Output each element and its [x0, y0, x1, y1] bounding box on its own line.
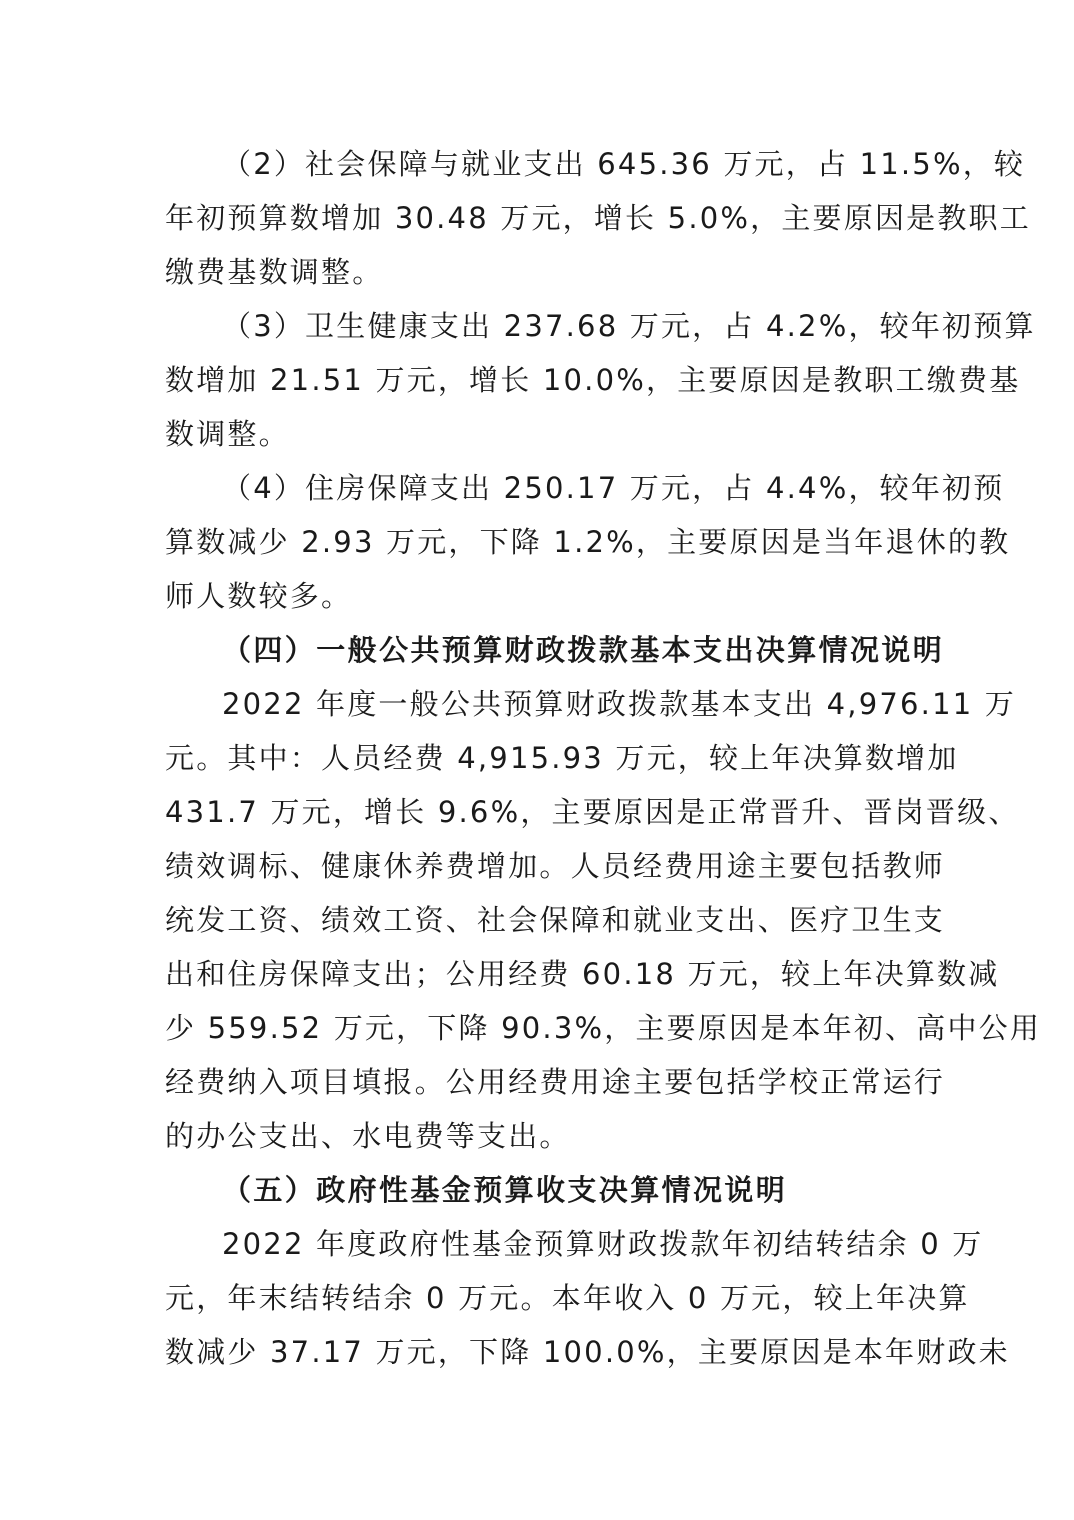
- paragraph-line: 年初预算数增加 30.48 万元，增长 5.0%，主要原因是教职工: [165, 201, 1031, 235]
- paragraph-line: （4）住房保障支出 250.17 万元，占 4.4%，较年初预: [222, 471, 1005, 505]
- paragraph-line: 的办公支出、水电费等支出。: [165, 1119, 571, 1153]
- paragraph-line: 数调整。: [165, 417, 290, 451]
- paragraph-line: 元。其中：人员经费 4,915.93 万元，较上年决算数增加: [165, 741, 959, 775]
- paragraph-line: 算数减少 2.93 万元，下降 1.2%，主要原因是当年退休的教: [165, 525, 1011, 559]
- paragraph-line: 统发工资、绩效工资、社会保障和就业支出、医疗卫生支: [165, 903, 946, 937]
- paragraph-line: （3）卫生健康支出 237.68 万元，占 4.2%，较年初预算: [222, 309, 1036, 343]
- paragraph-line: 数减少 37.17 万元，下降 100.0%，主要原因是本年财政未: [165, 1335, 1010, 1369]
- section-heading: （四）一般公共预算财政拨款基本支出决算情况说明: [222, 633, 945, 667]
- paragraph-line: 绩效调标、健康休养费增加。人员经费用途主要包括教师: [165, 849, 946, 883]
- paragraph-line: 缴费基数调整。: [165, 255, 384, 289]
- paragraph-line: 数增加 21.51 万元，增长 10.0%，主要原因是教职工缴费基: [165, 363, 1021, 397]
- paragraph-line: 2022 年度政府性基金预算财政拨款年初结转结余 0 万: [222, 1227, 984, 1261]
- paragraph-line: 师人数较多。: [165, 579, 353, 613]
- paragraph-line: 经费纳入项目填报。公用经费用途主要包括学校正常运行: [165, 1065, 946, 1099]
- paragraph-line: 431.7 万元，增长 9.6%，主要原因是正常晋升、晋岗晋级、: [165, 795, 1020, 829]
- section-heading: （五）政府性基金预算收支决算情况说明: [222, 1173, 788, 1207]
- paragraph-line: 2022 年度一般公共预算财政拨款基本支出 4,976.11 万: [222, 687, 1016, 721]
- paragraph-line: 出和住房保障支出；公用经费 60.18 万元，较上年决算数减: [165, 957, 1000, 991]
- paragraph-line: 元，年末结转结余 0 万元。本年收入 0 万元，较上年决算: [165, 1281, 970, 1315]
- paragraph-line: 少 559.52 万元，下降 90.3%，主要原因是本年初、高中公用: [165, 1011, 1042, 1045]
- paragraph-line: （2）社会保障与就业支出 645.36 万元，占 11.5%，较: [222, 147, 1026, 181]
